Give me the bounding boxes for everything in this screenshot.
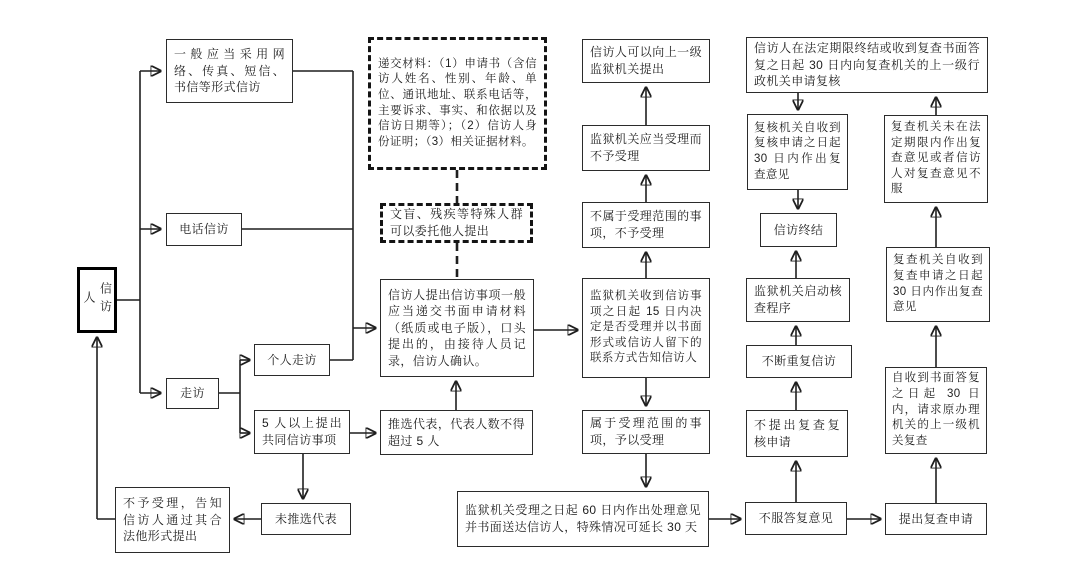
node-no-review-application — [746, 410, 848, 457]
node-individual-visit — [254, 344, 330, 376]
node-within-scope — [582, 410, 710, 454]
node-apply-review — [885, 503, 987, 535]
node-label: 未推选代表 — [274, 511, 337, 526]
node-repeat-petition — [746, 345, 852, 378]
node-review-overdue-or-disagree — [884, 115, 988, 203]
node-label: 信访人可以向上一级监狱机关提出 — [590, 45, 702, 76]
node-submit-written — [380, 279, 534, 377]
node-label: 属于受理范围的事项，予以受理 — [590, 416, 702, 447]
node-label: 不属于受理范围的事项，不予受理 — [590, 209, 702, 240]
node-label: 不予受理，告知信访人通过其合法他形式提出 — [123, 496, 222, 544]
node-label: 监狱机关应当受理而不予受理 — [590, 132, 702, 163]
node-label: 信访人 — [82, 282, 113, 318]
node-label: 电话信访 — [179, 222, 229, 237]
node-label: 个人走访 — [267, 352, 317, 367]
node-label: 监狱机关受理之日起 60 日内作出处理意见并书面送达信访人，特殊情况可延长 30 天 — [465, 503, 701, 534]
node-disagree-reply — [745, 502, 847, 535]
node-special-groups-note — [380, 203, 533, 243]
node-petition-end — [760, 213, 837, 247]
node-materials-note — [368, 37, 547, 170]
node-label: 一般应当采用网络、传真、短信、书信等形式信访 — [174, 47, 285, 95]
node-general-forms — [166, 39, 293, 103]
node-label: 自收到书面答复之日起 30 日内，请求原办理机关的上一级机关复查 — [892, 372, 980, 447]
node-label: 复查机关自收到复查申请之日起 30 日内作出复查意见 — [893, 254, 983, 314]
node-label: 走访 — [180, 386, 205, 401]
node-label: 5 人以上提出共同信访事项 — [262, 416, 342, 447]
node-fuhe-30-days — [747, 114, 848, 190]
node-label: 不提出复查复核申请 — [754, 417, 840, 449]
node-label: 不服答复意见 — [758, 511, 834, 526]
node-prison-verification — [746, 278, 850, 322]
node-petitioner — [77, 267, 117, 333]
node-handle-60-days — [457, 491, 709, 547]
node-label: 不断重复信访 — [761, 354, 837, 369]
node-label: 复核机关自收到复核申请之日起 30 日内作出复查意见 — [754, 121, 841, 181]
node-decide-15-days — [582, 278, 710, 378]
node-appeal-higher-prison — [582, 39, 710, 83]
node-request-higher-review — [885, 367, 987, 454]
node-label: 信访终结 — [773, 222, 824, 237]
node-review-30-days — [886, 247, 990, 322]
node-visit — [166, 378, 219, 409]
node-label: 监狱机关启动核查程序 — [754, 284, 842, 315]
node-no-representative — [261, 503, 351, 535]
node-apply-fuhe — [746, 37, 988, 93]
node-elect-representative — [380, 410, 533, 455]
node-group-petition — [254, 410, 350, 454]
node-label: 复查机关未在法定期限内作出复查意见或者信访人对复查意见不服 — [891, 120, 981, 196]
node-label: 提出复查申请 — [898, 511, 974, 526]
node-label: 信访人在法定期限终结或收到复查书面答复之日起 30 日内向复查机关的上一级行政机关申请复核 — [754, 41, 980, 89]
node-should-accept-refused — [582, 125, 710, 171]
node-phone-petition — [166, 213, 242, 246]
node-reject-inform — [115, 487, 230, 553]
node-label: 监狱机关收到信访事项之日起 15 日内决定是否受理并以书面形式或信访人留下的联系方式告知信访人 — [590, 289, 702, 365]
node-outside-scope — [582, 202, 710, 248]
node-label: 递交材料：（1）申请书（含信访人姓名、性别、年龄、单位、通讯地址、联系电话等，主要诉求、事实、和依据以及信访日期等）；（2）信访人身份证明；（3）相关证据材料。 — [378, 57, 537, 148]
node-label: 信访人提出信访事项一般应当递交书面申请材料（纸质或电子版），口头提出的，由接待人员记录，信访人确认。 — [388, 287, 526, 368]
node-label: 推选代表，代表人数不得超过 5 人 — [388, 416, 525, 448]
node-label: 文盲、残疾等特殊人群可以委托他人提出 — [390, 207, 523, 238]
